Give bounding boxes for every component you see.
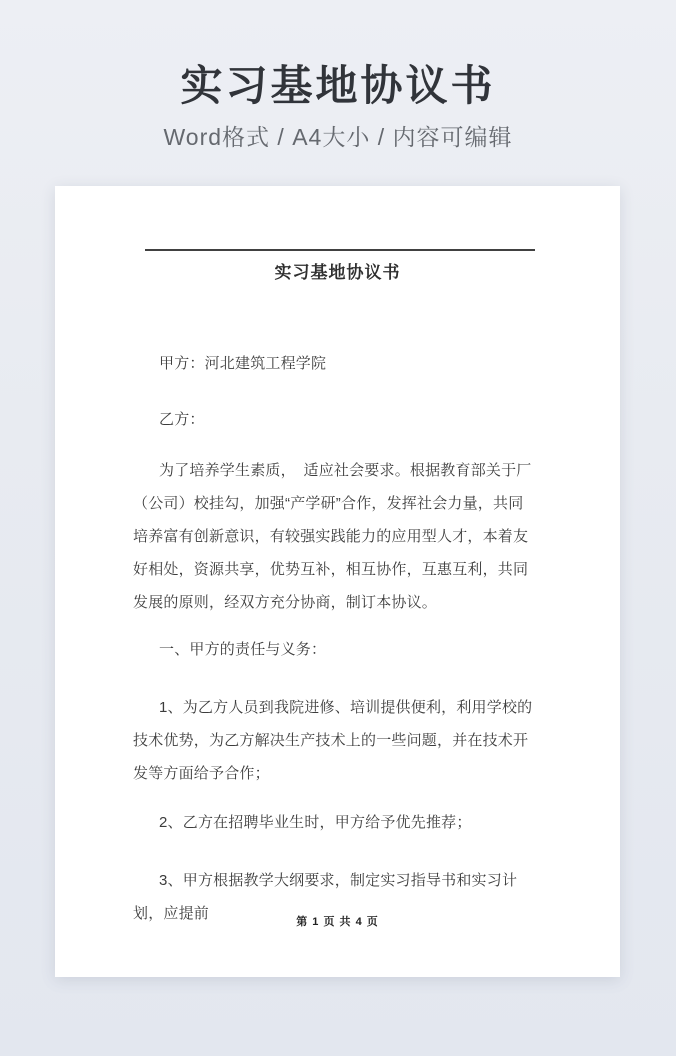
party-a-line: 甲方：河北建筑工程学院	[159, 355, 327, 372]
party-b-line: 乙方：	[159, 411, 205, 428]
intro-paragraph: 为了培养学生素质， 适应社会要求。根据教育部关于厂（公司）校挂勾，加强“产学研”合作，发挥社会力量，共同培养富有创新意识，有较强实践能力的应用型人才，本着友好相处，资源共享，优势互补，相互协作，互惠互利，共同发展的原则，经双方充分协商，制订本协议。	[133, 462, 532, 611]
title-divider	[145, 249, 535, 251]
page-number-footer: 第 1 页 共 4 页	[296, 916, 379, 928]
section-one-heading: 一、甲方的责任与义务：	[159, 641, 327, 658]
document-title: 实习基地协议书	[274, 263, 401, 282]
clause-item-2: 2、乙方在招聘毕业生时，甲方给予优先推荐；	[159, 814, 472, 831]
listing-subtitle: Word格式 / A4大小 / 内容可编辑	[163, 124, 513, 150]
clause-item-3: 3、甲方根据教学大纲要求，制定实习指导书和实习计划，应提前	[133, 872, 518, 922]
document-page-preview	[55, 186, 620, 977]
listing-title: 实习基地协议书	[180, 62, 496, 109]
clause-item-1: 1、为乙方人员到我院进修、培训提供便利，利用学校的技术优势，为乙方解决生产技术上的一些问题，并在技术开发等方面给予合作；	[133, 699, 533, 782]
